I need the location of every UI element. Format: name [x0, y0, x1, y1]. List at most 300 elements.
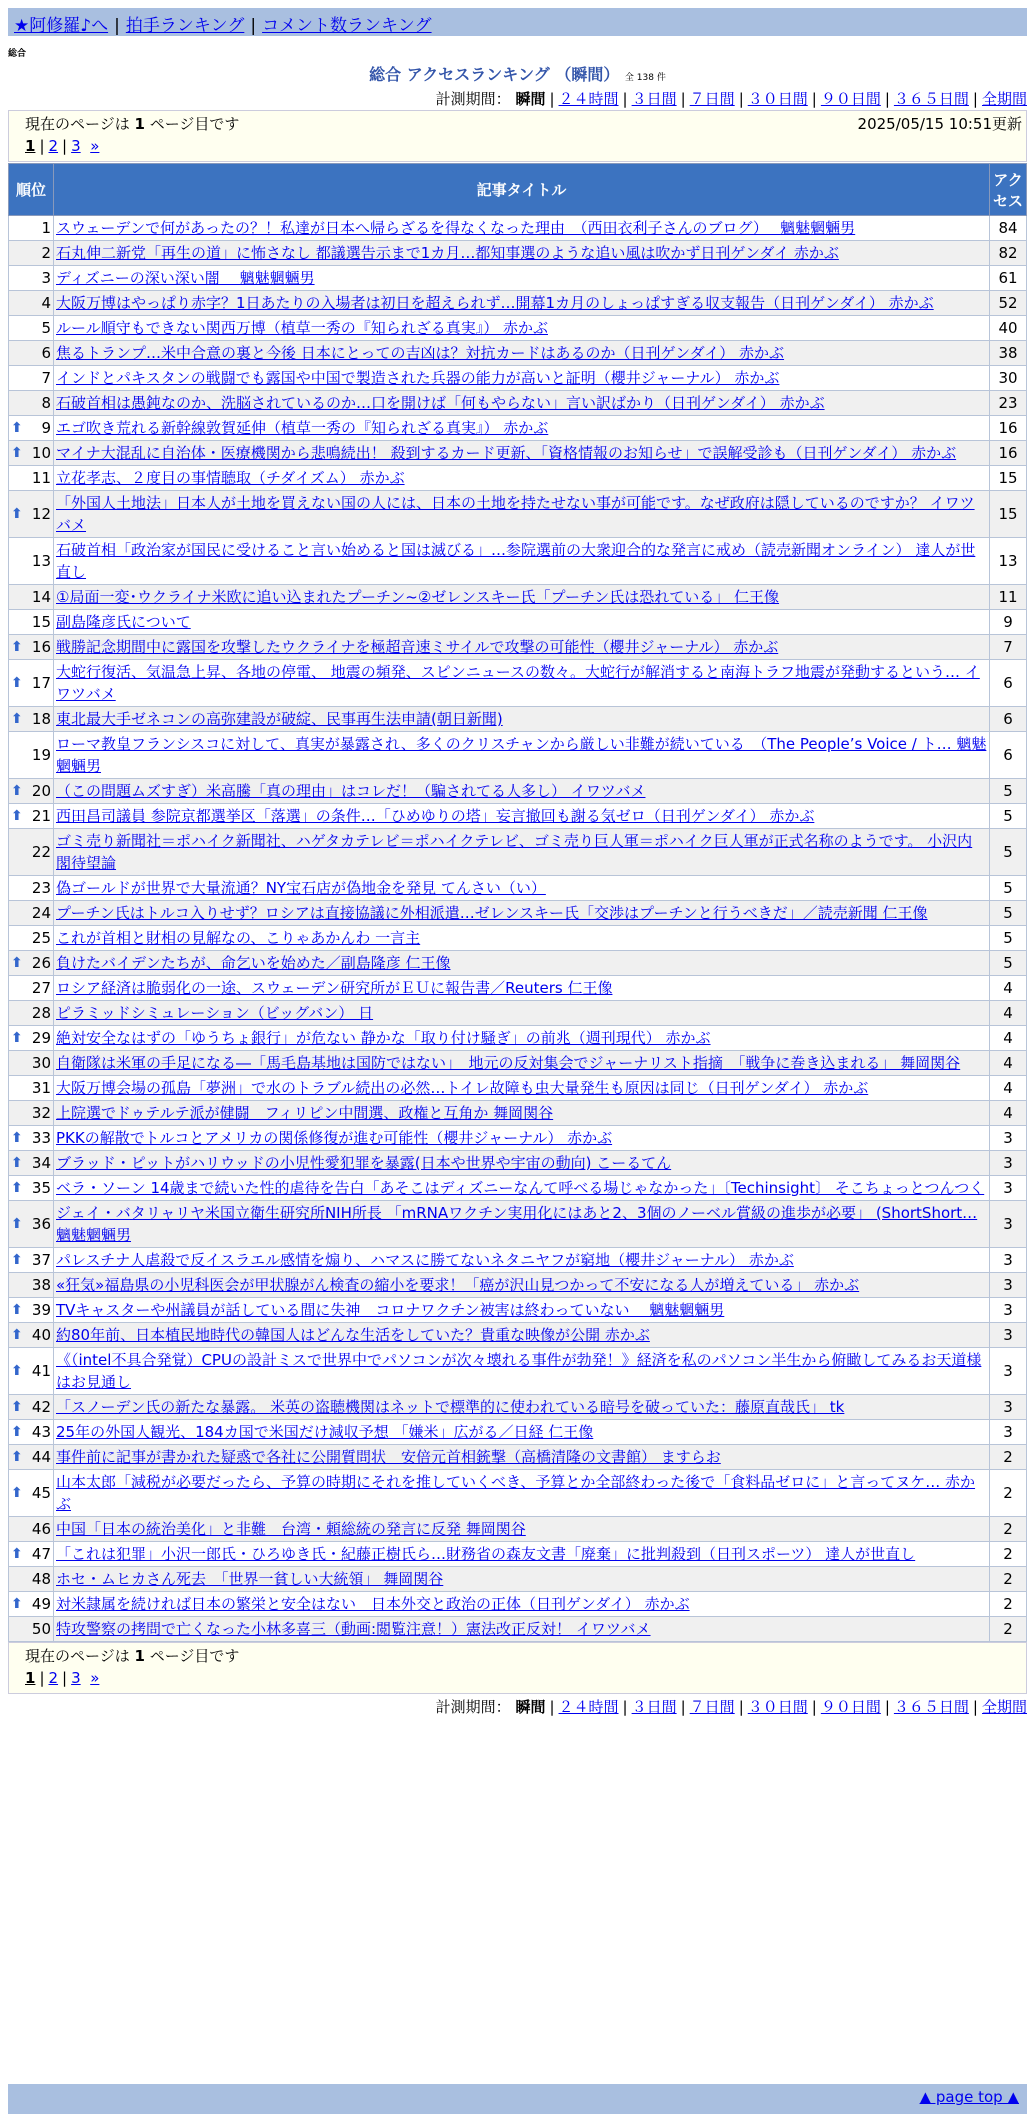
rank-cell	[9, 876, 54, 901]
pager-next-bottom[interactable]: »	[90, 1669, 100, 1687]
article-link[interactable]: 石破首相「政治家が国民に受けること言い始めると国は滅びる」…参院選前の大衆迎合的な発言に戒め（読売新聞オンライン） 達人が世直し	[56, 541, 976, 581]
access-count: 4	[990, 976, 1027, 1001]
page-status: 現在のページは 1 ページ目です	[25, 115, 240, 133]
table-row	[9, 1348, 1027, 1395]
rank-up-arrow-icon: ⬆	[11, 675, 23, 691]
period-365d[interactable]: ３６５日間	[893, 90, 969, 108]
rank-cell	[9, 291, 54, 316]
rank-number: 5	[41, 319, 51, 337]
rank-cell	[9, 926, 54, 951]
table-row	[9, 926, 1027, 951]
rank-cell	[9, 1617, 54, 1642]
article-link[interactable]: ロシア経済は脆弱化の一途、スウェーデン研究所がＥＵに報告書／Reuters 仁王像	[56, 979, 613, 997]
table-row	[9, 804, 1027, 829]
access-count: 5	[990, 901, 1027, 926]
access-count: 3	[990, 1273, 1027, 1298]
header-rank: 順位	[9, 164, 54, 216]
table-row	[9, 610, 1027, 635]
title-cell	[54, 635, 990, 660]
rank-cell	[9, 1151, 54, 1176]
rank-up-arrow-icon: ⬆	[11, 1449, 23, 1465]
access-count: 3	[990, 1298, 1027, 1323]
article-link[interactable]: 副島隆彦氏について	[56, 613, 191, 631]
table-row	[9, 491, 1027, 538]
period-30d-bottom[interactable]: ３０日間	[747, 1698, 808, 1716]
page-status-bottom: 現在のページは 1 ページ目です	[25, 1647, 240, 1665]
page-title	[0, 62, 1035, 85]
rank-cell	[9, 707, 54, 732]
article-link[interactable]: ピラミッドシミュレーション（ビッグバン） 日	[56, 1004, 374, 1022]
rank-number: 25	[31, 929, 51, 947]
pager-next[interactable]: »	[90, 137, 100, 155]
article-link[interactable]: ①局面一変･ウクライナ米欧に追い込まれたプーチン~②ゼレンスキー氏「プーチン氏は恐れている」 仁王像	[56, 588, 780, 606]
pager-page-3[interactable]: 3	[71, 137, 81, 155]
title-cell	[54, 1298, 990, 1323]
title-cell	[54, 1151, 990, 1176]
rank-number: 4	[41, 294, 51, 312]
access-count: 82	[990, 241, 1027, 266]
rank-cell	[9, 976, 54, 1001]
article-link[interactable]: ゴミ売り新聞社＝ポハイク新聞社、ハゲタカテレビ＝ポハイクテレビ、ゴミ売り巨人軍＝ポハイク巨人軍が正式名称のようです。 小沢内閣待望論	[56, 832, 973, 872]
rank-number: 13	[31, 552, 51, 570]
rank-cell	[9, 538, 54, 585]
table-row	[9, 466, 1027, 491]
period-24h-bottom[interactable]: ２４時間	[558, 1698, 619, 1716]
access-count: 38	[990, 341, 1027, 366]
rank-up-arrow-icon: ⬆	[11, 1363, 23, 1379]
period-365d-bottom[interactable]: ３６５日間	[893, 1698, 969, 1716]
rank-up-arrow-icon: ⬆	[11, 1485, 23, 1501]
updated-time: 2025/05/15 10:51更新	[857, 115, 1022, 133]
rank-cell	[9, 635, 54, 660]
article-link[interactable]: 焦るトランプ…米中合意の裏と今後 日本にとっての吉凶は？対抗カードはあるのか（日刊ゲンダイ） 赤かぶ	[56, 344, 785, 362]
rank-number: 7	[41, 369, 51, 387]
link-clap-ranking[interactable]: 拍手ランキング	[125, 16, 245, 36]
title-cell	[54, 1323, 990, 1348]
pager-current-bottom: 1	[25, 1669, 36, 1687]
article-link[interactable]: 戦勝記念期間中に露国を攻撃したウクライナを極超音速ミサイルで攻撃の可能性（櫻井ジャーナル） 赤かぶ	[56, 638, 779, 656]
table-row	[9, 266, 1027, 291]
rank-up-arrow-icon: ⬆	[11, 783, 23, 799]
title-cell	[54, 538, 990, 585]
rank-up-arrow-icon: ⬆	[11, 1546, 23, 1562]
article-link[interactable]: ルール順守もできない関西万博（植草一秀の『知られざる真実』） 赤かぶ	[56, 319, 548, 337]
access-count: 6	[990, 660, 1027, 707]
table-row	[9, 707, 1027, 732]
title-cell	[54, 1001, 990, 1026]
rank-cell	[9, 660, 54, 707]
access-count: 2	[990, 1445, 1027, 1470]
rank-number: 38	[31, 1276, 51, 1294]
title-cell	[54, 1517, 990, 1542]
table-row	[9, 660, 1027, 707]
rank-number: 49	[31, 1595, 51, 1613]
rank-number: 10	[31, 444, 51, 462]
access-count: 3	[990, 1395, 1027, 1420]
table-row	[9, 1517, 1027, 1542]
rank-up-arrow-icon: ⬆	[11, 1327, 23, 1343]
rank-number: 2	[41, 244, 51, 262]
pager-page-3-bottom[interactable]: 3	[71, 1669, 81, 1687]
table-row	[9, 1592, 1027, 1617]
rank-up-arrow-icon: ⬆	[11, 1596, 23, 1612]
rank-number: 15	[31, 613, 51, 631]
title-cell	[54, 466, 990, 491]
access-count: 3	[990, 1151, 1027, 1176]
table-row	[9, 1445, 1027, 1470]
rank-number: 48	[31, 1570, 51, 1588]
table-row	[9, 1176, 1027, 1201]
article-link[interactable]: スウェーデンで何があったの？！私達が日本へ帰らざるを得なくなった理由 （西田衣利子さんのブログ） 魑魅魍魎男	[56, 219, 856, 237]
table-row	[9, 416, 1027, 441]
table-row	[9, 876, 1027, 901]
rank-cell	[9, 216, 54, 241]
top-nav-bar: ★阿修羅♪へ | 拍手ランキング | コメント数ランキング	[8, 8, 1027, 36]
rank-cell	[9, 732, 54, 779]
rank-number: 11	[31, 469, 51, 487]
rank-number: 3	[41, 269, 51, 287]
title-cell	[54, 1470, 990, 1517]
rank-cell	[9, 804, 54, 829]
article-link[interactable]: エゴ吹き荒れる新幹線敦賀延伸（植草一秀の『知られざる真実』） 赤かぶ	[56, 419, 549, 437]
rank-cell	[9, 1248, 54, 1273]
rank-cell	[9, 266, 54, 291]
rank-up-arrow-icon: ⬆	[11, 955, 23, 971]
article-link[interactable]: 対米隷属を続ければ日本の繁栄と安全はない 日本外交と政治の正体（日刊ゲンダイ） 赤かぶ	[56, 1595, 690, 1613]
article-link[interactable]: 大阪万博会場の孤島「夢洲」で水のトラブル続出の必然…トイレ故障も虫大量発生も原因は同じ（日刊ゲンダイ） 赤かぶ	[56, 1079, 869, 1097]
rank-number: 6	[41, 344, 51, 362]
table-row	[9, 1201, 1027, 1248]
table-row	[9, 366, 1027, 391]
rank-number: 34	[31, 1154, 51, 1172]
rank-number: 26	[31, 954, 51, 972]
table-row	[9, 1001, 1027, 1026]
access-count: 3	[990, 1348, 1027, 1395]
rank-cell	[9, 1001, 54, 1026]
table-row	[9, 635, 1027, 660]
rank-up-arrow-icon: ⬆	[11, 1030, 23, 1046]
page-info-bottom	[8, 1642, 1027, 1694]
table-row	[9, 829, 1027, 876]
access-count: 7	[990, 635, 1027, 660]
article-link[interactable]: 大阪万博はやっぱり赤字？1日あたりの入場者は初日を超えられず…開幕1カ月のしょっぱすぎる収支報告（日刊ゲンダイ） 赤かぶ	[56, 294, 934, 312]
article-link[interactable]: ローマ教皇フランシスコに対して、真実が暴露され、多くのクリスチャンから厳しい非難が続いている （The People’s Voice / ト… 魑魅魍魎男	[56, 735, 987, 775]
pager-current: 1	[25, 137, 36, 155]
title-cell	[54, 1126, 990, 1151]
pager-page-2-bottom[interactable]: 2	[48, 1669, 59, 1687]
rank-number: 29	[31, 1029, 51, 1047]
article-link[interactable]: ホセ・ムヒカさん死去 「世界一貧しい大統領」 舞岡関谷	[56, 1570, 444, 1588]
article-link[interactable]: マイナ大混乱に自治体・医療機関から悲鳴続出！ 殺到するカード更新、「資格情報のお知らせ」で誤解受診も（日刊ゲンダイ） 赤かぶ	[56, 444, 957, 462]
title-cell	[54, 1176, 990, 1201]
article-link[interactable]: 「スノーデン氏の新たな暴露。 米英の盗聴機関はネットで標準的に使われている暗号を破っていた：藤原直哉氏」 tk	[56, 1398, 845, 1416]
article-link[interactable]: 石丸伸二新党「再生の道」に怖さなし 都議選告示まで1カ月…都知事選のような追い風は吹かず日刊ゲンダイ 赤かぶ	[56, 244, 839, 262]
title-cell	[54, 316, 990, 341]
article-link[interactable]: TVキャスターや州議員が話している間に失神 コロナワクチン被害は終わっていない 魑魅魍魎男	[56, 1301, 725, 1319]
article-link[interactable]: 大蛇行復活、気温急上昇、各地の停電、 地震の頻発、スピンニュースの数々。大蛇行が解消すると南海トラフ地震が発動するという… イワツバメ	[56, 663, 980, 703]
title-cell	[54, 1026, 990, 1051]
period-30d[interactable]: ３０日間	[747, 90, 808, 108]
table-row	[9, 779, 1027, 804]
access-count: 3	[990, 1248, 1027, 1273]
article-link[interactable]: ブラッド・ピットがハリウッドの小児性愛犯罪を暴露(日本や世界や宇宙の動向) こーるてん	[56, 1154, 672, 1172]
article-link[interactable]: 「これは犯罪」小沢一郎氏・ひろゆき氏・紀藤正樹氏ら…財務省の森友文書「廃棄」に批判殺到（日刊スポーツ） 達人が世直し	[56, 1545, 916, 1563]
table-row	[9, 391, 1027, 416]
rank-cell	[9, 1026, 54, 1051]
period-label: 計測期間：	[435, 90, 511, 108]
title-cell	[54, 779, 990, 804]
rank-cell	[9, 416, 54, 441]
title-cell	[54, 1395, 990, 1420]
pager-page-2[interactable]: 2	[48, 137, 59, 155]
title-cell	[54, 416, 990, 441]
title-cell	[54, 216, 990, 241]
rank-cell	[9, 1176, 54, 1201]
period-24h[interactable]: ２４時間	[558, 90, 619, 108]
access-count: 5	[990, 804, 1027, 829]
rank-up-arrow-icon: ⬆	[11, 1180, 23, 1196]
title-cell	[54, 1248, 990, 1273]
link-comment-ranking[interactable]: コメント数ランキング	[262, 16, 432, 36]
title-cell	[54, 341, 990, 366]
rank-number: 17	[31, 674, 51, 692]
period-7d-bottom[interactable]: ７日間	[689, 1698, 735, 1716]
pager-bottom: 1 | 2 | 3 »	[25, 1669, 100, 1687]
article-link[interactable]: ベラ・ソーン 14歳まで続いた性的虐待を告白「あそこはディズニーなんて呼べる場じゃなかった」〔Techinsight〕 そこちょっとつんつく	[56, 1179, 985, 1197]
rank-cell	[9, 441, 54, 466]
article-link[interactable]: 西田昌司議員 参院京都選挙区「落選」の条件…「ひめゆりの塔」妄言撤回も謝る気ゼロ（日刊ゲンダイ） 赤かぶ	[56, 807, 815, 825]
period-selector-bottom: 計測期間： 瞬間 | ２４時間 | ３日間 | ７日間 | ３０日間 | ９０日間 | ３６５日間 | 全期間	[435, 1698, 1027, 1716]
rank-up-arrow-icon: ⬆	[11, 1424, 23, 1440]
article-link[interactable]: 東北最大手ゼネコンの高弥建設が破綻、民事再生法申請(朝日新聞)	[56, 710, 503, 728]
article-link[interactable]: «狂気»福島県の小児科医会が甲状腺がん検査の縮小を要求！「癌が沢山見つかって不安になる人が増えている」 赤かぶ	[56, 1276, 860, 1294]
title-cell	[54, 1348, 990, 1395]
table-row	[9, 1151, 1027, 1176]
article-link[interactable]: PKKの解散でトルコとアメリカの関係修復が進む可能性（櫻井ジャーナル） 赤かぶ	[56, 1129, 613, 1147]
access-count: 9	[990, 610, 1027, 635]
rank-up-arrow-icon: ⬆	[11, 1155, 23, 1171]
article-link[interactable]: 山本太郎「減税が必要だったら、予算の時期にそれを推していくべき、予算とか全部終わった後で「食料品ゼロに」と言ってヌケ… 赤かぶ	[56, 1473, 976, 1513]
rank-cell	[9, 1420, 54, 1445]
access-count: 2	[990, 1470, 1027, 1517]
article-link[interactable]: 絶対安全なはずの「ゆうちょ銀行」が危ない 静かな「取り付け騒ぎ」の前兆（週刊現代） 赤かぶ	[56, 1029, 711, 1047]
pager-top: 1 | 2 | 3 »	[25, 137, 100, 155]
period-90d[interactable]: ９０日間	[820, 90, 881, 108]
page-info-top	[8, 110, 1027, 162]
title-cell	[54, 1201, 990, 1248]
access-count: 4	[990, 1001, 1027, 1026]
rank-up-arrow-icon: ⬆	[11, 445, 23, 461]
title-cell	[54, 660, 990, 707]
article-link[interactable]: 自衛隊は米軍の手足になる―「馬毛島基地は国防ではない」 地元の反対集会でジャーナリスト指摘 「戦争に巻き込まれる」 舞岡関谷	[56, 1054, 961, 1072]
access-count: 2	[990, 1617, 1027, 1642]
rank-cell	[9, 1201, 54, 1248]
ranking-table	[8, 163, 1027, 1642]
article-link[interactable]: 25年の外国人観光、184カ国で米国だけ減収予想 「嫌米」広がる／日経 仁王像	[56, 1423, 594, 1441]
article-link[interactable]: 上院選でドゥテルテ派が健闘 フィリピン中間選、政権と互角か 舞岡関谷	[56, 1104, 554, 1122]
rank-cell	[9, 1323, 54, 1348]
article-link[interactable]: 中国「日本の統治美化」と非難 台湾・頼総統の発言に反発 舞岡関谷	[56, 1520, 526, 1538]
period-selector-top: 計測期間： 瞬間 | ２４時間 | ３日間 | ７日間 | ３０日間 | ９０日間 | ３６５日間 | 全期間	[435, 90, 1027, 108]
bottom-bar	[8, 2084, 1027, 2114]
rank-number: 47	[31, 1545, 51, 1563]
table-row	[9, 441, 1027, 466]
rank-number: 40	[31, 1326, 51, 1344]
link-ashura-home[interactable]: ★阿修羅♪へ	[14, 16, 109, 36]
access-count: 4	[990, 1076, 1027, 1101]
access-count: 30	[990, 366, 1027, 391]
table-row	[9, 538, 1027, 585]
article-link[interactable]: 石破首相は愚鈍なのか、洗脳されているのか…口を開けば「何もやらない」言い訳ばかり（日刊ゲンダイ） 赤かぶ	[56, 394, 825, 412]
rank-number: 32	[31, 1104, 51, 1122]
access-count: 5	[990, 926, 1027, 951]
access-count: 4	[990, 1026, 1027, 1051]
access-count: 6	[990, 732, 1027, 779]
rank-cell	[9, 1126, 54, 1151]
rank-up-arrow-icon: ⬆	[11, 1302, 23, 1318]
rank-up-arrow-icon: ⬆	[11, 1399, 23, 1415]
article-link[interactable]: 特攻警察の拷問で亡くなった小林多喜三（動画:閲覧注意！）憲法改正反対！ イワツバメ	[56, 1620, 651, 1638]
rank-number: 12	[31, 505, 51, 523]
rank-number: 24	[31, 904, 51, 922]
table-row	[9, 1126, 1027, 1151]
access-count: 6	[990, 707, 1027, 732]
title-cell	[54, 926, 990, 951]
period-3d[interactable]: ３日間	[631, 90, 677, 108]
rank-number: 1	[41, 219, 51, 237]
access-count: 5	[990, 779, 1027, 804]
table-row	[9, 341, 1027, 366]
rank-cell	[9, 1076, 54, 1101]
access-count: 23	[990, 391, 1027, 416]
table-row	[9, 216, 1027, 241]
category-label: 総合	[8, 49, 27, 59]
rank-number: 22	[31, 843, 51, 861]
table-row	[9, 901, 1027, 926]
title-cell	[54, 829, 990, 876]
rank-number: 9	[41, 419, 51, 437]
rank-cell	[9, 779, 54, 804]
access-count: 3	[990, 1420, 1027, 1445]
rank-cell	[9, 1517, 54, 1542]
page-top-link[interactable]: ▲ page top ▲	[919, 2088, 1019, 2106]
rank-cell	[9, 951, 54, 976]
rank-up-arrow-icon: ⬆	[11, 808, 23, 824]
rank-up-arrow-icon: ⬆	[11, 1216, 23, 1232]
article-link[interactable]: （この問題ムズすぎ）米高騰「真の理由」はコレだ！（騙されてる人多し） イワツバメ	[56, 782, 646, 800]
article-link[interactable]: 《（intel不具合発覚）CPUの設計ミスで世界中でパソコンが次々壊れる事件が勃発！》経済を私のパソコン半生から俯瞰してみるお天道様はお見通し	[56, 1351, 982, 1391]
table-row	[9, 291, 1027, 316]
rank-cell	[9, 391, 54, 416]
rank-cell	[9, 1348, 54, 1395]
access-count: 15	[990, 466, 1027, 491]
rank-cell	[9, 491, 54, 538]
rank-cell	[9, 316, 54, 341]
access-count: 3	[990, 1176, 1027, 1201]
access-count: 3	[990, 1201, 1027, 1248]
article-link[interactable]: 事件前に記事が書かれた疑惑で各社に公開質問状 安倍元首相銃撃（高橋清隆の文書館） ますらお	[56, 1448, 721, 1466]
article-link[interactable]: 偽ゴールドが世界で大量流通？NY宝石店が偽地金を発見 てんさい（い）	[56, 879, 546, 897]
access-count: 16	[990, 441, 1027, 466]
rank-number: 21	[31, 807, 51, 825]
rank-number: 43	[31, 1423, 51, 1441]
access-count: 2	[990, 1542, 1027, 1567]
rank-cell	[9, 1395, 54, 1420]
rank-cell	[9, 610, 54, 635]
access-count: 3	[990, 1323, 1027, 1348]
rank-up-arrow-icon: ⬆	[11, 420, 23, 436]
article-link[interactable]: 負けたバイデンたちが、命乞いを始めた／副島隆彦 仁王像	[56, 954, 451, 972]
rank-number: 27	[31, 979, 51, 997]
access-count: 2	[990, 1592, 1027, 1617]
rank-cell	[9, 1273, 54, 1298]
access-count: 40	[990, 316, 1027, 341]
title-cell	[54, 491, 990, 538]
period-all-bottom[interactable]: 全期間	[981, 1698, 1027, 1716]
access-count: 15	[990, 491, 1027, 538]
rank-number: 41	[31, 1362, 51, 1380]
title-cell	[54, 291, 990, 316]
table-row	[9, 585, 1027, 610]
period-7d[interactable]: ７日間	[689, 90, 735, 108]
access-count: 3	[990, 1126, 1027, 1151]
access-count: 16	[990, 416, 1027, 441]
table-row	[9, 1101, 1027, 1126]
rank-number: 31	[31, 1079, 51, 1097]
rank-cell	[9, 1298, 54, 1323]
article-link[interactable]: ジェイ・バタリャリヤ米国立衛生研究所NIH所長 「mRNAワクチン実用化にはあと2、3個のノーベル賞級の進歩が必要」 (ShortShort… 魑魅魍魎男	[56, 1204, 978, 1244]
access-count: 4	[990, 1051, 1027, 1076]
title-cell	[54, 804, 990, 829]
access-count: 5	[990, 951, 1027, 976]
period-90d-bottom[interactable]: ９０日間	[820, 1698, 881, 1716]
rank-up-arrow-icon: ⬆	[11, 711, 23, 727]
rank-number: 18	[31, 710, 51, 728]
table-row	[9, 732, 1027, 779]
period-all[interactable]: 全期間	[981, 90, 1027, 108]
article-link[interactable]: ディズニーの深い深い闇 魑魅魍魎男	[56, 269, 315, 287]
rank-number: 33	[31, 1129, 51, 1147]
rank-cell	[9, 1542, 54, 1567]
article-link[interactable]: 約80年前、日本植民地時代の韓国人はどんな生活をしていた？貴重な映像が公開 赤かぶ	[56, 1326, 650, 1344]
article-link[interactable]: これが首相と財相の見解なの、こりゃあかんわ 一言主	[56, 929, 421, 947]
rank-number: 8	[41, 394, 51, 412]
article-link[interactable]: プーチン氏はトルコ入りせず？ロシアは直接協議に外相派遣…ゼレンスキー氏「交渉はプーチンと行うべきだ」／読売新聞 仁王像	[56, 904, 928, 922]
title-cell	[54, 901, 990, 926]
rank-number: 35	[31, 1179, 51, 1197]
article-link[interactable]: 立花孝志、２度目の事情聴取（チダイズム） 赤かぶ	[56, 469, 405, 487]
title-cell	[54, 976, 990, 1001]
article-link[interactable]: 「外国人土地法」日本人が土地を買えない国の人には、日本の土地を持たせない事が可能です。なぜ政府は隠しているのですか？ イワツバメ	[56, 494, 975, 534]
title-cell	[54, 1076, 990, 1101]
title-cell	[54, 707, 990, 732]
table-row	[9, 316, 1027, 341]
table-row	[9, 1567, 1027, 1592]
rank-number: 16	[31, 638, 51, 656]
rank-number: 23	[31, 879, 51, 897]
table-row	[9, 1470, 1027, 1517]
table-row	[9, 1298, 1027, 1323]
rank-number: 39	[31, 1301, 51, 1319]
table-row	[9, 1026, 1027, 1051]
article-link[interactable]: インドとパキスタンの戦闘でも露国や中国で製造された兵器の能力が高いと証明（櫻井ジャーナル） 赤かぶ	[56, 369, 780, 387]
period-3d-bottom[interactable]: ３日間	[631, 1698, 677, 1716]
title-cell	[54, 732, 990, 779]
rank-number: 42	[31, 1398, 51, 1416]
table-row	[9, 976, 1027, 1001]
access-count: 11	[990, 585, 1027, 610]
article-link[interactable]: パレスチナ人虐殺で反イスラエル感情を煽り、ハマスに勝てないネタニヤフが窮地（櫻井ジャーナル） 赤かぶ	[56, 1251, 794, 1269]
